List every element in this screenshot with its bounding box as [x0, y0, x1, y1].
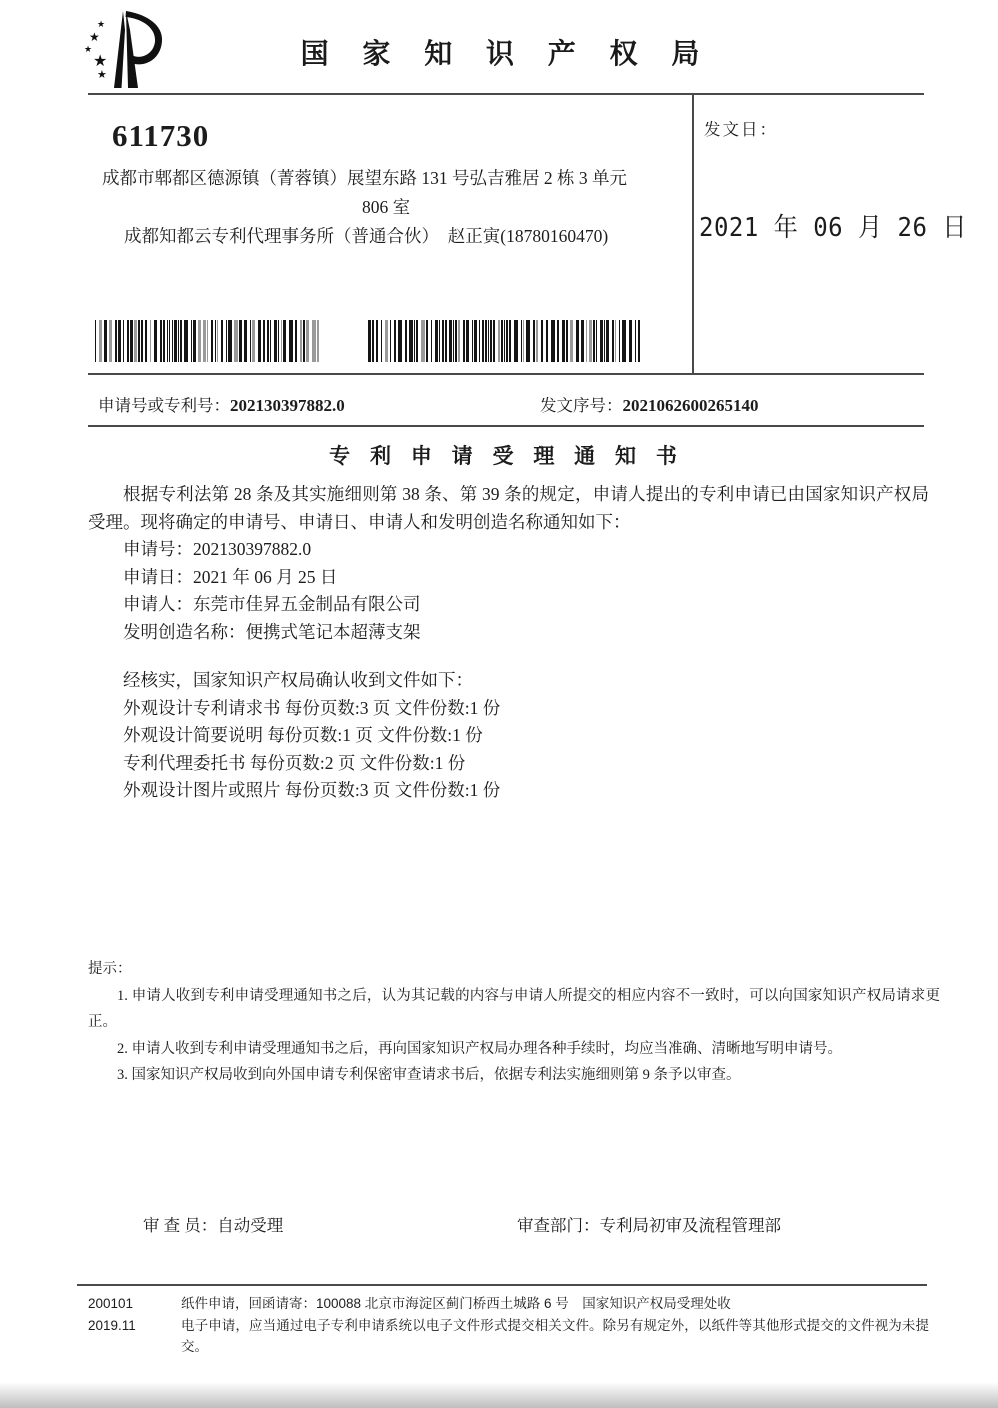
- notes-label: 提示：: [88, 961, 132, 977]
- footer-divider: [77, 1284, 927, 1286]
- note-item-1: 1. 申请人收到专利申请受理通知书之后，认为其记载的内容与申请人所提交的相应内容不一致时，可以向国家知识产权局请求更正。: [88, 987, 940, 1030]
- note-item-3: 3. 国家知识产权局收到向外国申请专利保密审查请求书后，依据专利法实施细则第 9 条予以审查。: [117, 1067, 741, 1083]
- received-file-item: 外观设计图片或照片 每份页数:3 页 文件份数:1 份: [123, 780, 501, 800]
- star-icon: ★: [97, 69, 107, 81]
- department-value: 专利局初审及流程管理部: [599, 1216, 781, 1235]
- field-application-number: 申请号：202130397882.0: [123, 539, 312, 559]
- received-file-item: 外观设计简要说明 每份页数:1 页 文件份数:1 份: [123, 725, 483, 745]
- reference-band-top-divider: [88, 373, 924, 375]
- serial-number-value: 2021062600265140: [622, 396, 759, 415]
- received-files-intro: 经核实，国家知识产权局确认收到文件如下：: [123, 670, 473, 690]
- field-applicant: 申请人：东莞市佳昇五金制品有限公司: [123, 594, 421, 614]
- application-number-label: 申请号或专利号：: [98, 396, 230, 415]
- department-label: 审查部门：: [517, 1216, 600, 1235]
- received-file-item: 外观设计专利请求书 每份页数:3 页 文件份数:1 份: [123, 697, 501, 718]
- note-item-2: 2. 申请人收到专利申请受理通知书之后，再向国家知识产权局办理各种手续时，均应当准确、清晰地写明申请号。: [117, 1040, 842, 1057]
- dispatch-date-value: 2021 年 06 月 26 日: [699, 212, 967, 243]
- field-invention-title: 发明创造名称：便携式笔记本超薄支架: [123, 621, 421, 642]
- reference-band-bottom-divider: [88, 425, 924, 427]
- postal-code: 611730: [112, 118, 210, 153]
- star-icon: ★: [84, 44, 93, 54]
- star-icon: ★: [89, 30, 100, 44]
- star-icon: ★: [93, 53, 108, 70]
- org-title: 国 家 知 识 产 权 局: [300, 38, 713, 69]
- footer-instructions: [181, 1293, 929, 1358]
- examiner-value: 自动受理: [217, 1216, 284, 1235]
- agent-line: 成都知都云专利代理事务所（普通合伙） 赵正寅(18780160470): [124, 226, 609, 246]
- footer-line-electronic: 电子申请，应当通过电子专利申请系统以电子文件形式提交相关文件。除另有规定外，以纸件等其他形式提交的文件视为未提交。: [181, 1317, 929, 1354]
- dispatch-box-left-border: [692, 93, 694, 374]
- header-divider: [88, 93, 924, 95]
- application-number-value: 202130397882.0: [230, 396, 345, 415]
- body-text-block: [88, 480, 929, 805]
- notes-block: [88, 956, 940, 1089]
- department-line: [517, 1212, 781, 1236]
- footer-line-paper: 纸件申请，回函请寄：100088 北京市海淀区蓟门桥西土城路 6 号 国家知识产权局受理处收: [181, 1296, 731, 1311]
- examiner-line: [143, 1212, 283, 1236]
- intro-paragraph: 根据专利法第 28 条及其实施细则第 38 条、第 39 条的规定，申请人提出的专利申请已由国家知识产权局受理。现将确定的申请号、申请日、申请人和发明创造名称通知如下：: [88, 484, 929, 532]
- examiner-label: 审 查 员：: [143, 1216, 218, 1235]
- address-line1: 成都市郫都区德源镇（菁蓉镇）展望东路 131 号弘吉雅居 2 栋 3 单元: [102, 168, 627, 188]
- mailing-address-block: [102, 164, 670, 251]
- star-icon: ★: [97, 19, 106, 29]
- application-number-line: [98, 392, 345, 416]
- received-file-item: 专利代理委托书 每份页数:2 页 文件份数:1 份: [123, 752, 466, 773]
- field-application-date: 申请日：2021 年 06 月 25 日: [123, 566, 338, 587]
- barcode-application: [95, 320, 323, 362]
- dispatch-date-label: 发文日：: [704, 120, 778, 139]
- footer-form-code: 200101: [88, 1296, 134, 1311]
- address-line2: 806 室: [361, 197, 411, 217]
- serial-number-line: [540, 392, 759, 416]
- barcode-serial: [368, 320, 644, 362]
- serial-number-label: 发文序号：: [540, 396, 623, 415]
- document-title: 专 利 申 请 受 理 通 知 书: [329, 445, 684, 468]
- scan-edge-shadow: [0, 1382, 998, 1408]
- footer-form-codes: [88, 1293, 136, 1336]
- footer-form-date: 2019.11: [88, 1317, 136, 1333]
